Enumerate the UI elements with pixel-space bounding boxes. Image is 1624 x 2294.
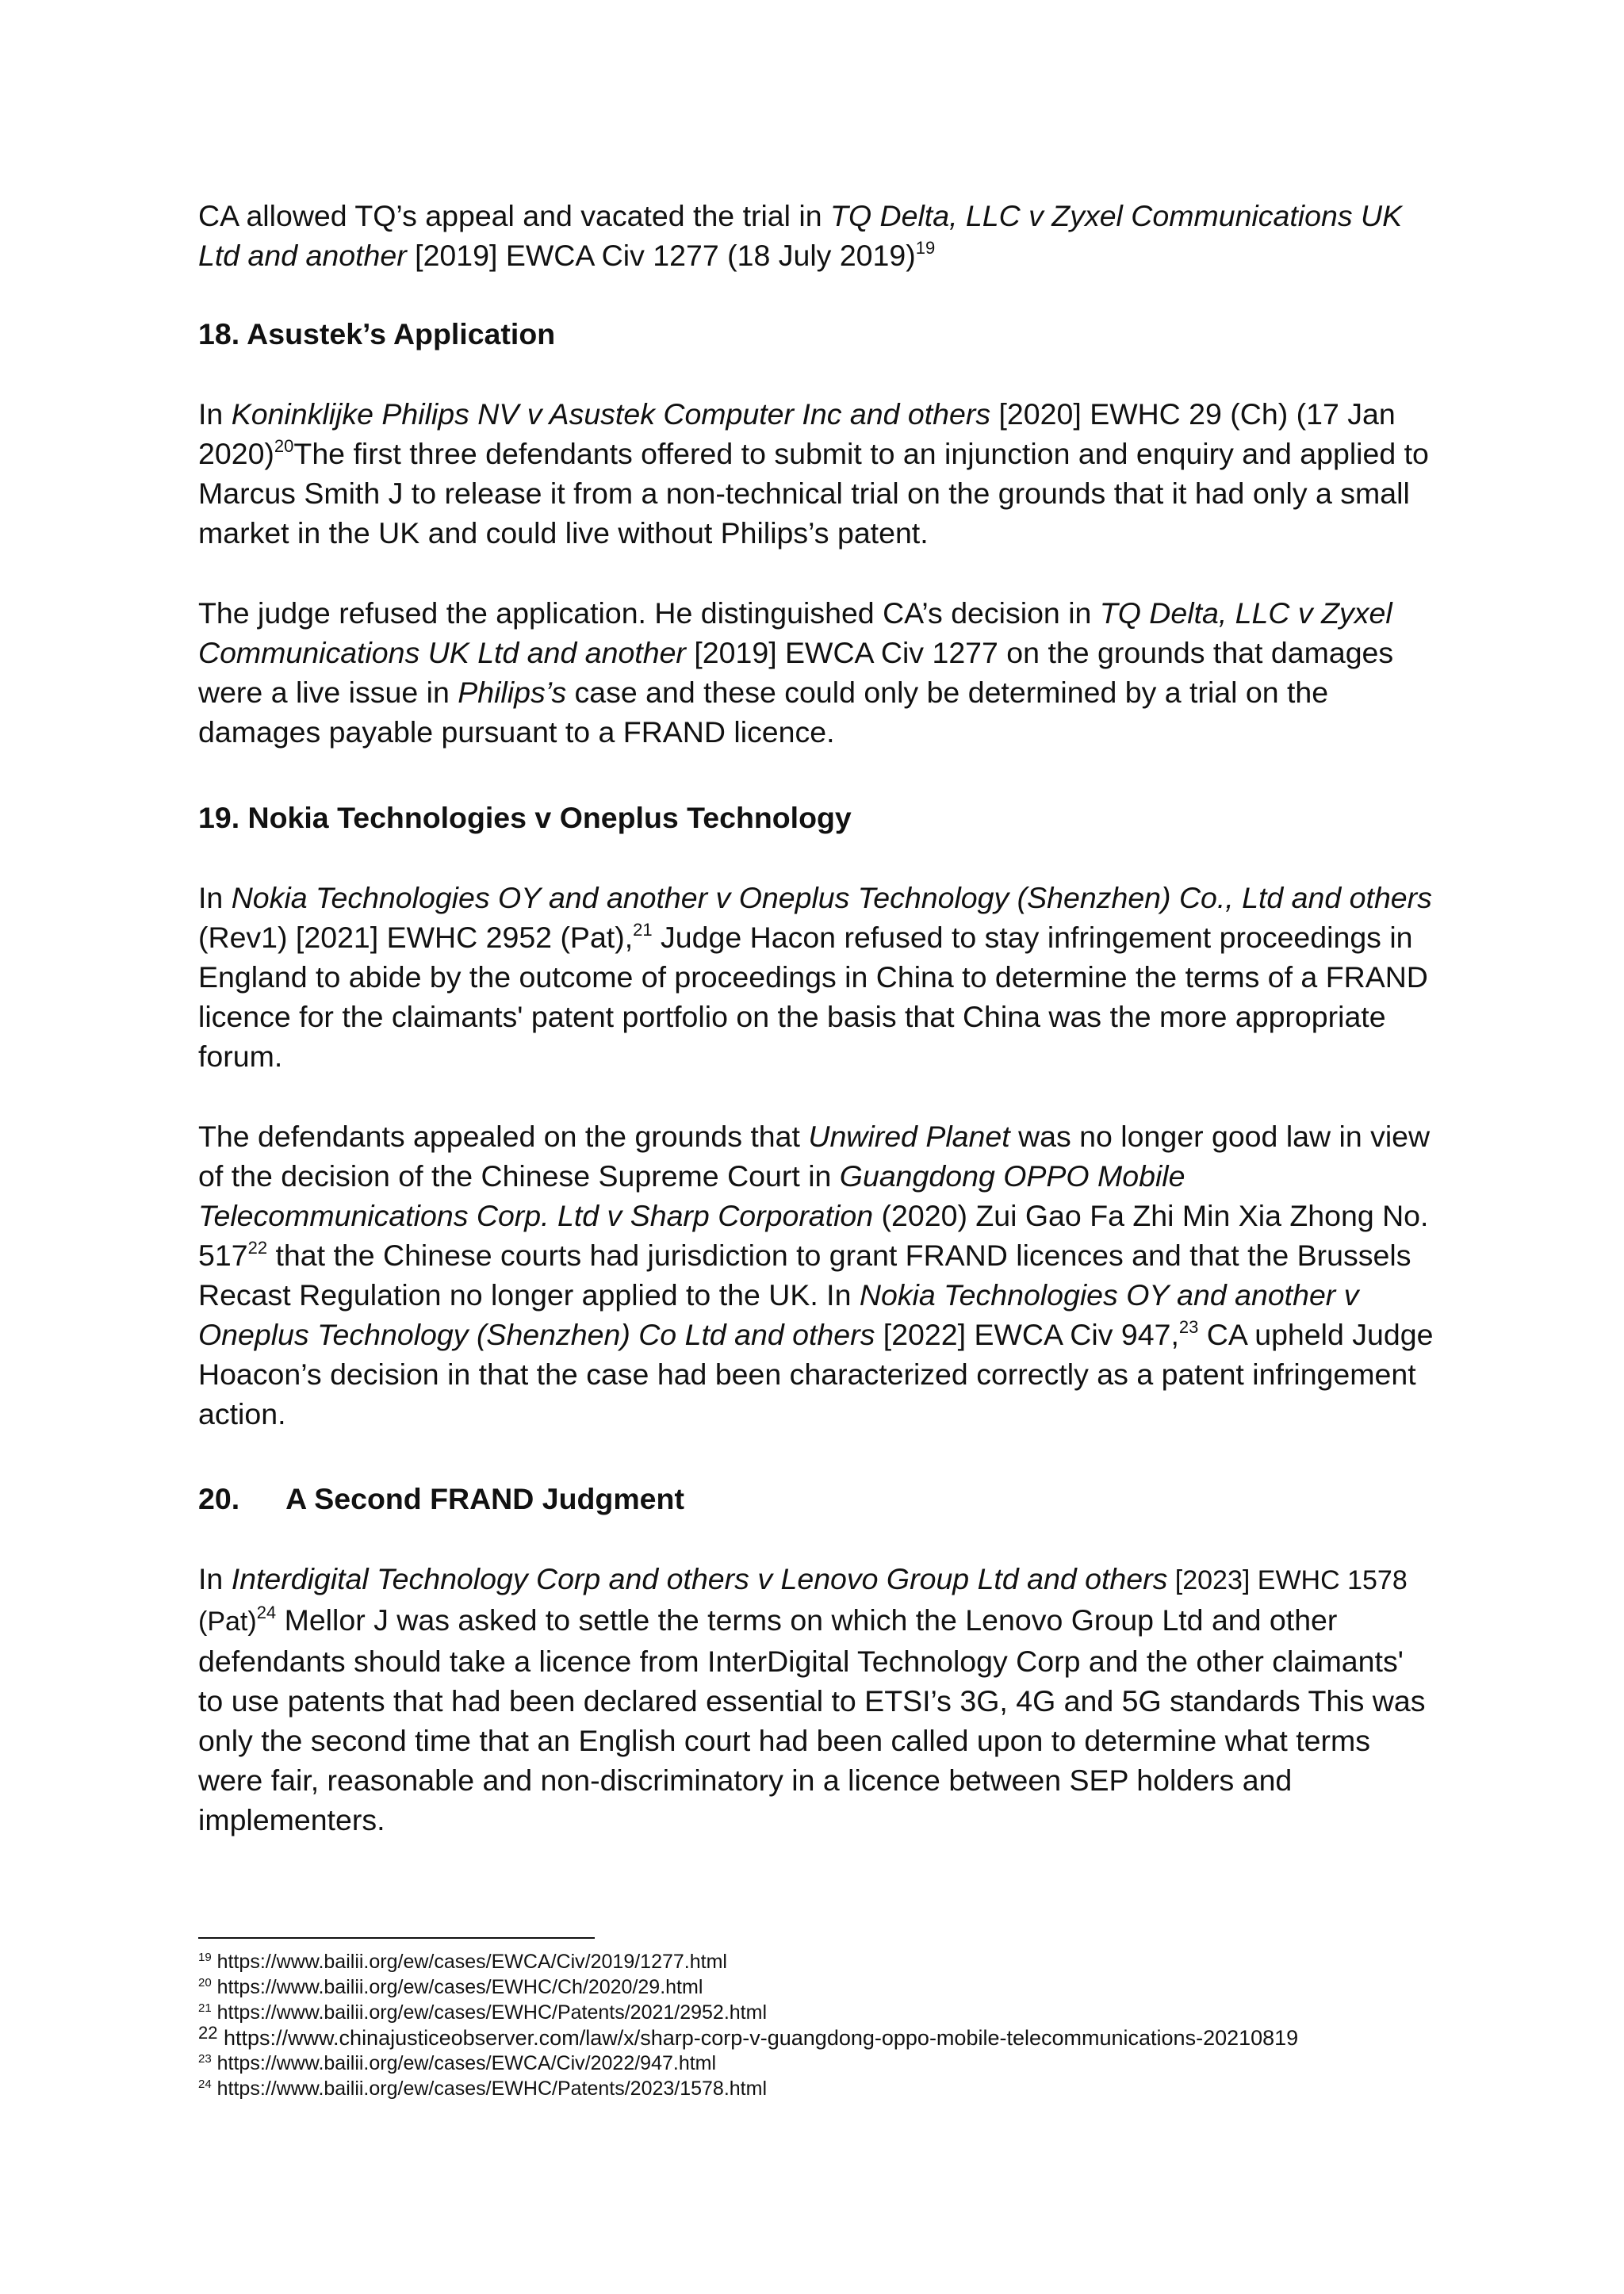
footnote-link[interactable]: https://www.bailii.org/ew/cases/EWHC/Ch/2020/29.html: [216, 1976, 703, 1998]
footnote-24: [198, 2076, 1467, 2101]
text-run: In: [198, 1562, 232, 1595]
section-19-paragraph-2: [198, 1116, 1435, 1434]
footnote-ref-19[interactable]: 19: [915, 238, 936, 258]
text-run: Judge Hacon refused to stay infringement proceedings in England to abide by the outcome of proceedings in China to determine the terms of a FRAND licence for the claimants' patent portfolio on the basis that China was the more appropriate forum.: [198, 921, 1428, 1073]
case-citation: TQ Delta, LLC v Zyxel Communications UK Ltd and another: [198, 596, 1392, 669]
footnote-link[interactable]: https://www.bailii.org/ew/cases/EWCA/Civ/2022/947.html: [216, 2052, 717, 2074]
text-run: The judge refused the application. He distinguished CA’s decision in: [198, 596, 1100, 630]
footnote-number: 23: [198, 2052, 212, 2066]
text-run: In: [198, 397, 232, 431]
section-18-paragraph-2: [198, 593, 1435, 752]
case-citation: TQ Delta, LLC v Zyxel Communications UK Ltd and another: [198, 199, 1403, 272]
case-citation: Interdigital Technology Corp and others v Lenovo Group Ltd and others: [231, 1562, 1168, 1595]
text-run: case and these could only be determined by a trial on the damages payable pursuant to a FRAND licence.: [198, 676, 1329, 749]
text-run: was no longer good law in view of the decision of the Chinese Supreme Court in: [198, 1120, 1431, 1193]
footnote-ref-23[interactable]: 23: [1178, 1317, 1199, 1337]
text-run: [2023] EWHC 1578 (Pat): [198, 1565, 1408, 1637]
intro-text-tail: [2019] EWCA Civ 1277 (18 July 2019): [406, 239, 916, 272]
text-run: [2019] EWCA Civ 1277 on the grounds that damages were a live issue in: [198, 636, 1394, 709]
footnote-number: 19: [198, 1951, 212, 1964]
footnote-21: [198, 2000, 1467, 2025]
text-run: (Rev1) [2021] EWHC 2952 (Pat),: [198, 921, 634, 954]
footnote-22: [198, 2025, 1467, 2051]
footnote-19: [198, 1949, 1467, 1974]
section-20-paragraph-1: [198, 1559, 1435, 1840]
footnote-20: [198, 1974, 1467, 2000]
footnote-link[interactable]: https://www.bailii.org/ew/cases/EWHC/Patents/2023/1578.html: [216, 2078, 768, 2100]
footnote-ref-22[interactable]: 22: [247, 1238, 268, 1258]
footnote-link[interactable]: https://www.chinajusticeobserver.com/law/x/sharp-corp-v-guangdong-oppo-mobile-telecommunications-20210819: [224, 2026, 1299, 2050]
text-run: CA upheld Judge Hoacon’s decision in that the case had been characterized correctly as a patent infringement action.: [198, 1318, 1434, 1430]
section-19-heading: 19. Nokia Technologies v Oneplus Technology: [198, 801, 852, 834]
text-run: In: [198, 881, 232, 914]
footnote-number: 20: [198, 1976, 212, 1990]
case-citation: Nokia Technologies OY and another v Oneplus Technology (Shenzhen) Co Ltd and others: [198, 1278, 1359, 1351]
footnote-number: 24: [198, 2078, 212, 2091]
footnote-link[interactable]: https://www.bailii.org/ew/cases/EWCA/Civ/2019/1277.html: [216, 1951, 727, 1973]
case-citation: Koninklijke Philips NV v Asustek Computer Inc and others: [231, 397, 991, 431]
section-18-heading: 18. Asustek’s Application: [198, 317, 556, 350]
text-run: [2020] EWHC 29 (Ch) (17 Jan 2020): [198, 397, 1396, 470]
section-title: A Second FRAND Judgment: [285, 1482, 684, 1515]
case-citation: Guangdong OPPO Mobile Telecommunications Corp. Ltd v Sharp Corporation: [198, 1159, 1185, 1232]
text-run: The first three defendants offered to submit to an injunction and enquiry and applied to Marcus Smith J to release it from a non-technical trial on the grounds that it had only a small market in the UK and could live without Philips’s patent.: [198, 437, 1429, 550]
footnote-ref-24[interactable]: 24: [256, 1603, 277, 1622]
text-run: [2022] EWCA Civ 947,: [875, 1318, 1179, 1351]
intro-text: CA allowed TQ’s appeal and vacated the trial in: [198, 199, 831, 232]
footnote-number: 22: [198, 2023, 218, 2043]
text-run: that the Chinese courts had jurisdiction to grant FRAND licences and that the Brussels Recast Regulation no longer applied to the UK. In: [198, 1239, 1411, 1312]
text-run: Mellor J was asked to settle the terms on which the Lenovo Group Ltd and other defendants should take a licence from InterDigital Technology Corp and the other claimants' to use patents that had been declared essential to ETSI’s 3G, 4G and 5G standards This was only the second time that an English court had been called upon to determine what terms were fair, reasonable and non-discriminatory in a licence between SEP holders and implementers.: [198, 1603, 1426, 1836]
footnote-ref-21[interactable]: 21: [633, 920, 653, 940]
footnote-23: [198, 2051, 1467, 2076]
section-19-paragraph-1: [198, 878, 1435, 1076]
footnote-number: 21: [198, 2001, 212, 2015]
footnote-link[interactable]: https://www.bailii.org/ew/cases/EWHC/Patents/2021/2952.html: [216, 2001, 768, 2024]
intro-paragraph: [198, 196, 1435, 275]
section-20-heading: [198, 1479, 684, 1518]
case-citation: Nokia Technologies OY and another v Oneplus Technology (Shenzhen) Co., Ltd and others: [231, 881, 1432, 914]
section-number: 20.: [198, 1482, 240, 1515]
footnote-separator: [198, 1937, 595, 1939]
text-run: (2020) Zui Gao Fa Zhi Min Xia Zhong No. 517: [198, 1199, 1429, 1272]
case-citation: Unwired Planet: [808, 1120, 1010, 1153]
section-18-paragraph-1: [198, 394, 1435, 553]
text-run: The defendants appealed on the grounds that: [198, 1120, 809, 1153]
case-citation: Philips’s: [458, 676, 567, 709]
footnote-ref-20[interactable]: 20: [274, 436, 294, 456]
footnotes: [198, 1949, 1467, 2101]
